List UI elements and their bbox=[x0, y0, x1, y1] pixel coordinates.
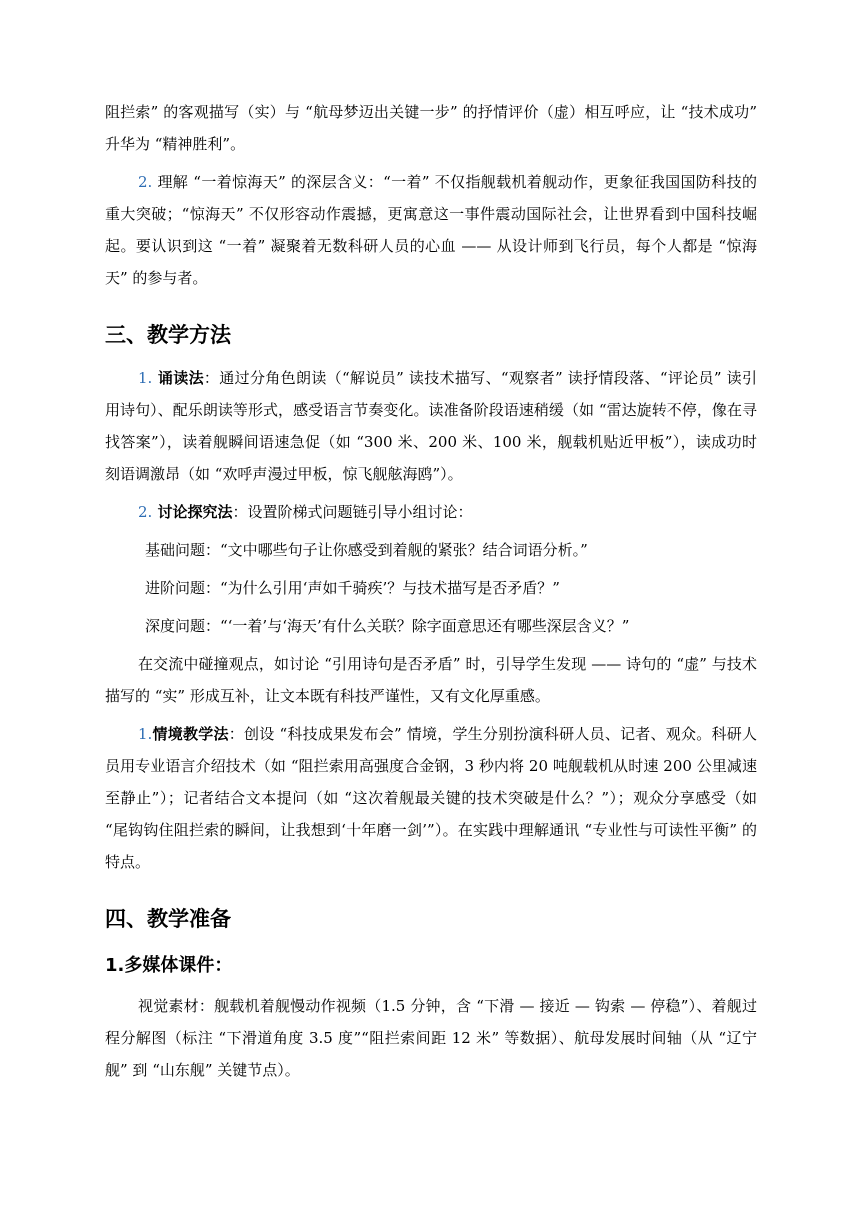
method-label: 情境教学法 bbox=[152, 725, 229, 743]
paragraph-text: ：创设 “科技成果发布会” 情境，学生分别扮演科研人员、记者、观众。科研人员用专业语言介绍技术（如 “阻拦索用高强度合金钢，3 秒内将 20 吨舰载机从时速 200 公里减速至静止”）；记者结合文本提问（如 “这次着舰最关键的技术突破是什么？”）；观众分享感受（如 “尾钩钩住阻拦索的瞬间，让我想到‘十年磨一剑’”）。在实践中理解通讯 “专业性与可读性平衡” 的特点。 bbox=[105, 725, 757, 871]
item-number: 1. bbox=[138, 369, 153, 387]
item-number: 2. bbox=[138, 503, 153, 521]
paragraph-text: 理解 “一着惊海天” 的深层含义：“一着” 不仅指舰载机着舰动作，更象征我国国防科技的重大突破；“惊海天” 不仅形容动作震撼，更寓意这一事件震动国际社会，让世界看到中国科技崛起。要认识到这 “一着” 凝聚着无数科研人员的心血 —— 从设计师到飞行员，每个人都是 “惊海天” 的参与者。 bbox=[105, 173, 757, 287]
item-number: 1. bbox=[138, 725, 153, 743]
method-label: 讨论探究法 bbox=[152, 503, 233, 521]
paragraph-discussion-summary: 在交流中碰撞观点，如讨论 “引用诗句是否矛盾” 时，引导学生发现 —— 诗句的 “虚” 与技术描写的 “实” 形成互补，让文本既有科技严谨性，又有文化厚重感。 bbox=[105, 655, 757, 705]
paragraph-visual-materials: 视觉素材：舰载机着舰慢动作视频（1.5 分钟，含 “下滑 — 接近 — 钩索 — 停稳”）、着舰过程分解图（标注 “下滑道角度 3.5 度”“阻拦索间距 12 米” 等数据）、航母发展时间轴（从 “辽宁舰” 到 “山东舰” 关键节点）。 bbox=[105, 997, 757, 1079]
paragraph-item-2 bbox=[105, 166, 757, 294]
paragraph-intro-continuation: 阻拦索” 的客观描写（实）与 “航母梦迈出关键一步” 的抒情评价（虚）相互呼应，让 “技术成功” 升华为 “精神胜利”。 bbox=[105, 103, 757, 153]
question-deep: 深度问题：“‘一着’与‘海天’有什么关联？除字面意思还有哪些深层含义？” bbox=[145, 617, 630, 635]
paragraph-text: ：设置阶梯式问题链引导小组讨论： bbox=[232, 503, 473, 521]
question-basic: 基础问题：“文中哪些句子让你感受到着舰的紧张？结合词语分析。” bbox=[145, 541, 588, 559]
paragraph-text: ：通过分角色朗读（“解说员” 读技术描写、“观察者” 读抒情段落、“评论员” 读引用诗句）、配乐朗读等形式，感受语言节奏变化。读准备阶段语速稍缓（如 “雷达旋转不停，像在寻找答案”），读着舰瞬间语速急促（如 “300 米、200 米、100 米，舰载机贴近甲板”），读成功时刻语调激昂（如 “欢呼声漫过甲板，惊飞舰舷海鸥”）。 bbox=[105, 369, 757, 483]
question-advanced: 进阶问题：“为什么引用‘声如千骑疾’？与技术描写是否矛盾？” bbox=[145, 579, 560, 597]
method-label: 诵读法 bbox=[152, 369, 204, 387]
paragraph-method-discussion bbox=[105, 496, 757, 528]
paragraph-method-situational bbox=[105, 718, 757, 878]
item-number: 2. bbox=[138, 173, 153, 191]
document-page bbox=[105, 96, 757, 1086]
subheading-multimedia: 1.多媒体课件： bbox=[105, 955, 233, 976]
paragraph-method-recitation bbox=[105, 362, 757, 490]
section-heading-methods: 三、教学方法 bbox=[105, 323, 231, 347]
section-heading-preparation: 四、教学准备 bbox=[105, 907, 231, 931]
